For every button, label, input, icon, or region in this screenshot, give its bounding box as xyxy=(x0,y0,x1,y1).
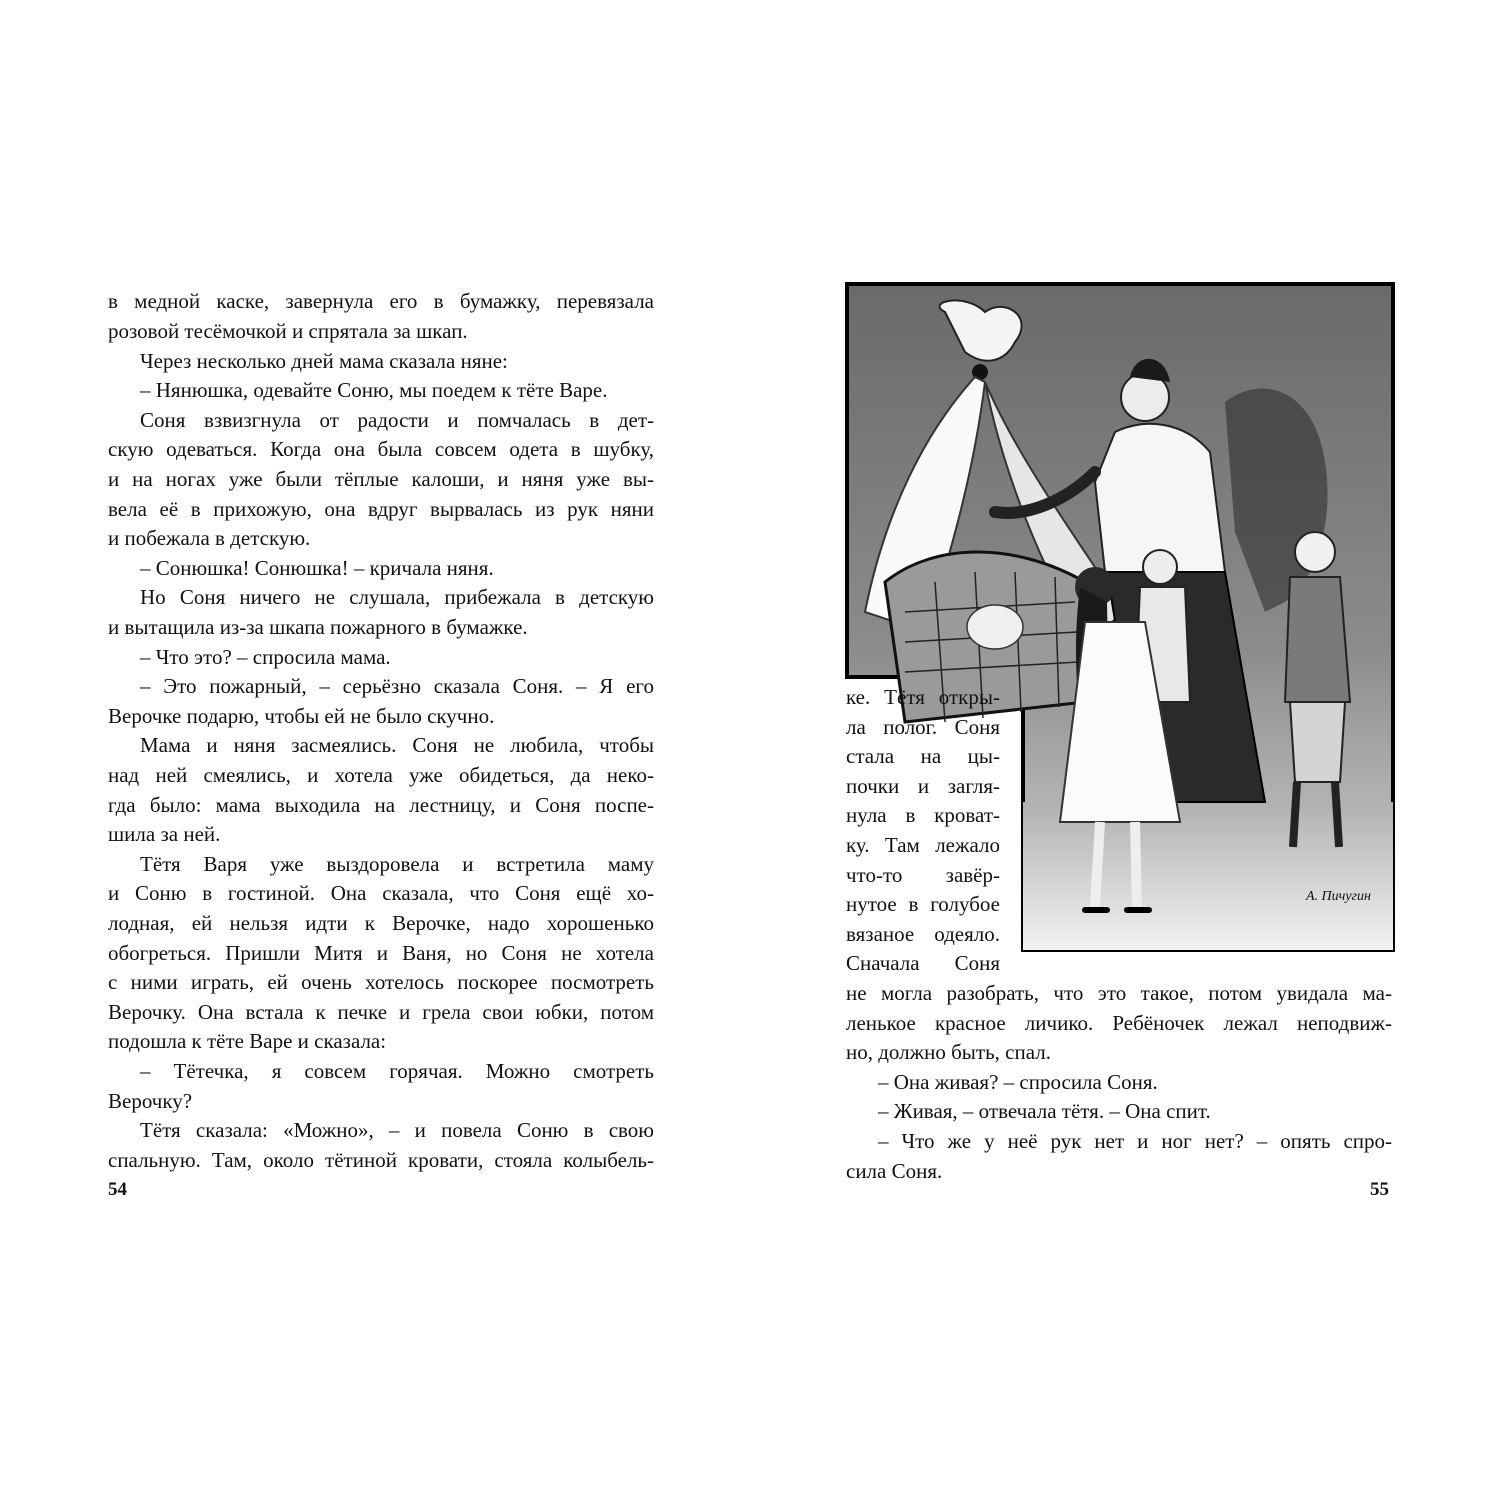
text-line-wrap: ла полог. Соня xyxy=(846,715,1000,739)
text-line: – Это пожарный, – серьёзно сказала Соня. – Я его xyxy=(140,674,654,698)
page-number: 55 xyxy=(1370,1179,1389,1200)
text-line: Верочку? xyxy=(108,1089,193,1113)
text-line: – Что же у неё рук нет и ног нет? – опять спро- xyxy=(878,1129,1392,1153)
text-line: обогреться. Пришли Митя и Ваня, но Соня не хотела xyxy=(108,941,654,965)
text-line: Мама и няня засмеялись. Соня не любила, чтобы xyxy=(140,733,654,757)
text-line: подошла к тёте Варе и сказала: xyxy=(108,1029,387,1053)
text-line: Тётя сказала: «Можно», – и повела Соню в свою xyxy=(140,1118,654,1142)
text-line: вела её в прихожую, она вдруг вырвалась из рук няни xyxy=(108,497,654,521)
text-line: шила за ней. xyxy=(108,822,221,846)
text-line: с ними играть, ей очень хотелось поскорее посмотреть xyxy=(108,970,654,994)
text-line: Верочке подарю, чтобы ей не было скучно. xyxy=(108,704,495,728)
page-number: 54 xyxy=(108,1179,127,1200)
text-line: и вытащила из-за шкапа пожарного в бумажке. xyxy=(108,615,528,639)
boy-right-trousers xyxy=(1290,702,1345,782)
text-line: спальную. Там, около тётиной кровати, стояла колыбель- xyxy=(108,1148,654,1172)
baby xyxy=(967,605,1023,649)
illustration-signature: А. Пичугин xyxy=(1306,889,1371,904)
text-line: Но Соня ничего не слушала, прибежала в детскую xyxy=(140,585,654,609)
text-line: Через несколько дней мама сказала няне: xyxy=(140,349,508,373)
text-line: над ней смеялись, и хотела уже обидеться, да неко- xyxy=(108,763,654,787)
text-line: гда было: мама выходила на лестницу, и Соня поспе- xyxy=(108,793,654,817)
text-line: и Соню в гостиной. Она сказала, что Соня ещё хо- xyxy=(108,881,654,905)
text-line: и побежала в детскую. xyxy=(108,526,311,550)
text-line: сила Соня. xyxy=(846,1159,943,1183)
text-line: скую одеваться. Когда она была совсем одета в шубку, xyxy=(108,437,654,461)
text-line: Тётя Варя уже выздоровела и встретила маму xyxy=(140,852,654,876)
text-line-wrap: ке. Тётя откры- xyxy=(846,685,1000,709)
text-line-wrap: стала на цы- xyxy=(846,744,1000,768)
text-line: но, должно быть, спал. xyxy=(846,1040,1051,1064)
text-line: и на ногах уже были тёплые калоши, и няня уже вы- xyxy=(108,467,654,491)
text-line-wrap: Сначала Соня xyxy=(846,951,1000,975)
text-line: – Нянюшка, одевайте Соню, мы поедем к тёте Варе. xyxy=(140,378,608,402)
boy-right-head xyxy=(1295,532,1335,572)
text-line-wrap: нула в кроват- xyxy=(846,803,1000,827)
text-line-wrap: вязаное одеяло. xyxy=(846,922,1000,946)
text-line: – Что это? – спросила мама. xyxy=(140,645,391,669)
text-line: – Сонюшка! Сонюшка! – кричала няня. xyxy=(140,556,494,580)
text-line: Соня взвизгнула от радости и помчалась в дет- xyxy=(140,408,654,432)
small-boy-head xyxy=(1143,550,1177,584)
text-line-wrap: почки и загля- xyxy=(846,774,1000,798)
boy-right-jacket xyxy=(1285,577,1350,702)
text-line: – Она живая? – спросила Соня. xyxy=(878,1070,1158,1094)
text-line: – Живая, – отвечала тётя. – Она спит. xyxy=(878,1099,1211,1123)
text-line: ленькое красное личико. Ребёночек лежал неподвиж- xyxy=(846,1011,1392,1035)
text-line-wrap: ку. Там лежало xyxy=(846,833,1000,857)
text-line: – Тётечка, я совсем горячая. Можно смотреть xyxy=(140,1059,654,1083)
text-line: Верочку. Она встала к печке и грела свои юбки, потом xyxy=(108,1000,654,1024)
text-line: в медной каске, завернула его в бумажку, перевязала xyxy=(108,289,654,313)
text-line: не могла разобрать, что это такое, потом увидала ма- xyxy=(846,981,1392,1005)
text-line-wrap: нутое в голубое xyxy=(846,892,1000,916)
text-line: розовой тесёмочкой и спрятала за шкап. xyxy=(108,319,468,343)
text-line-wrap: что-то завёр- xyxy=(846,863,1000,887)
text-line: лодная, ей нельзя идти к Верочке, надо хорошенько xyxy=(108,911,654,935)
